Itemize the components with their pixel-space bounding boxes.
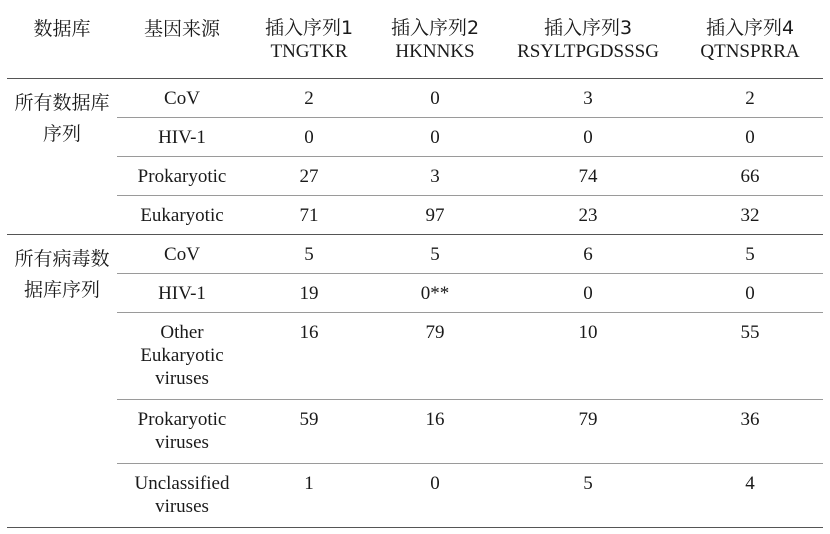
table-row <box>7 156 823 195</box>
header-insert-3 <box>499 6 677 78</box>
cell-value: 16 <box>371 399 499 463</box>
cell-value: 0 <box>371 463 499 527</box>
table-row <box>7 195 823 234</box>
cell-value: 71 <box>247 195 371 234</box>
table-row <box>7 399 823 463</box>
cell-value: 3 <box>371 156 499 195</box>
group-label-all-virus-database: 所有病毒数据库序列 <box>7 234 117 527</box>
cell-value: 74 <box>499 156 677 195</box>
cell-value: 0 <box>371 78 499 117</box>
header-insert-4-name: 插入序列4 <box>705 17 795 39</box>
row-source: Unclassified viruses <box>117 463 247 527</box>
header-insert-4 <box>677 6 823 78</box>
header-insert-1 <box>247 6 371 78</box>
cell-value: 6 <box>499 234 677 273</box>
cell-value: 66 <box>677 156 823 195</box>
cell-value: 0** <box>371 273 499 312</box>
row-source: CoV <box>117 234 247 273</box>
header-database: 数据库 <box>7 6 117 78</box>
cell-value: 5 <box>371 234 499 273</box>
header-insert-3-seq: RSYLTPGDSSSG <box>517 41 659 62</box>
cell-value: 0 <box>677 273 823 312</box>
cell-value: 79 <box>499 399 677 463</box>
cell-value: 36 <box>677 399 823 463</box>
header-insert-2 <box>371 6 499 78</box>
header-source: 基因来源 <box>117 6 247 78</box>
table-row <box>7 312 823 399</box>
cell-value: 4 <box>677 463 823 527</box>
cell-value: 0 <box>371 117 499 156</box>
group-label-all-database: 所有数据库序列 <box>7 78 117 234</box>
data-table <box>7 6 823 528</box>
cell-value: 2 <box>677 78 823 117</box>
cell-value: 32 <box>677 195 823 234</box>
header-insert-2-name: 插入序列2 <box>390 17 480 39</box>
header-insert-3-name: 插入序列3 <box>543 17 633 39</box>
header-insert-1-name: 插入序列1 <box>264 17 354 39</box>
row-source: Other Eukaryotic viruses <box>117 312 247 399</box>
header-insert-4-seq: QTNSPRRA <box>700 41 800 62</box>
row-source: HIV-1 <box>117 273 247 312</box>
row-source: HIV-1 <box>117 117 247 156</box>
cell-value: 0 <box>247 117 371 156</box>
cell-value: 0 <box>499 273 677 312</box>
cell-value: 27 <box>247 156 371 195</box>
cell-value: 0 <box>499 117 677 156</box>
cell-value: 2 <box>247 78 371 117</box>
cell-value: 1 <box>247 463 371 527</box>
cell-value: 0 <box>677 117 823 156</box>
cell-value: 16 <box>247 312 371 399</box>
row-source: Prokaryotic viruses <box>117 399 247 463</box>
table-row <box>7 78 823 117</box>
table-row <box>7 117 823 156</box>
cell-value: 59 <box>247 399 371 463</box>
cell-value: 5 <box>247 234 371 273</box>
cell-value: 5 <box>677 234 823 273</box>
header-row <box>7 6 823 78</box>
header-insert-1-seq: TNGTKR <box>270 41 348 62</box>
cell-value: 19 <box>247 273 371 312</box>
table-row <box>7 234 823 273</box>
cell-value: 55 <box>677 312 823 399</box>
cell-value: 5 <box>499 463 677 527</box>
table-row <box>7 463 823 527</box>
row-source: CoV <box>117 78 247 117</box>
cell-value: 10 <box>499 312 677 399</box>
row-source: Prokaryotic <box>117 156 247 195</box>
row-source: Eukaryotic <box>117 195 247 234</box>
header-insert-2-seq: HKNNKS <box>395 41 475 62</box>
cell-value: 79 <box>371 312 499 399</box>
cell-value: 23 <box>499 195 677 234</box>
cell-value: 97 <box>371 195 499 234</box>
cell-value: 3 <box>499 78 677 117</box>
table-row <box>7 273 823 312</box>
